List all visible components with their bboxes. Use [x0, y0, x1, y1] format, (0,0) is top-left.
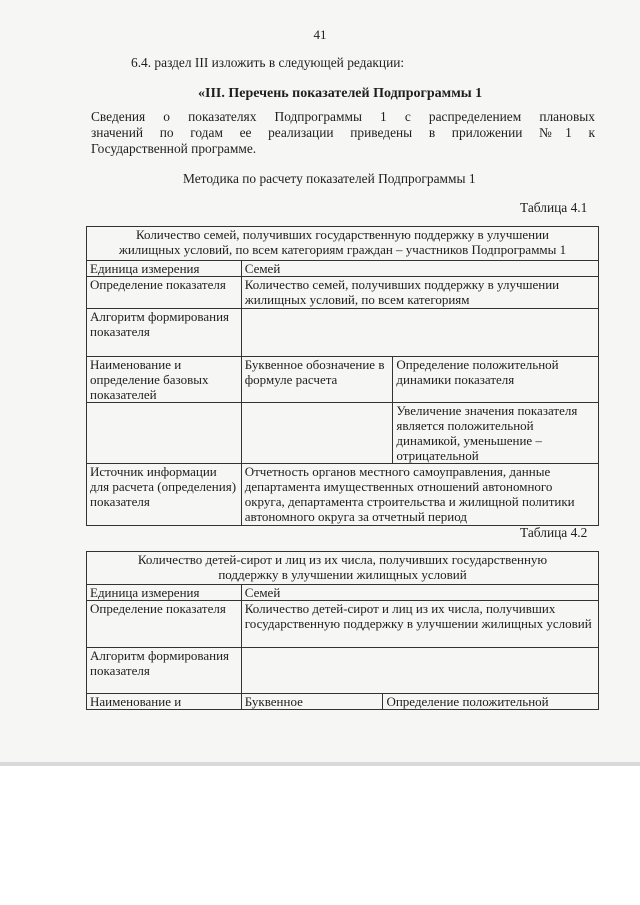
indicator-table-2	[86, 551, 599, 710]
table1-algorithm-value	[241, 309, 598, 357]
table2-title-line-1: Количество детей-сирот и лиц из их числа, получивших государственную	[137, 552, 548, 567]
table1-title-line-1: Количество семей, получивших государственную поддержку в улучшении	[135, 227, 550, 242]
paragraph-line-3: Государственной программе.	[91, 141, 257, 156]
table2-definition-label: Определение показателя	[87, 601, 242, 648]
table2-letter-label: Буквенное	[241, 694, 383, 710]
table2-unit-value: Семей	[241, 585, 598, 601]
table2-title-line-2: поддержку в улучшении жилищных условий	[218, 567, 467, 582]
table2-definition-value: Количество детей-сирот и лиц из их числа, получивших государственную поддержку в улучшении жилищных условий	[241, 601, 598, 648]
indicator-table-1	[86, 226, 599, 526]
table2-title	[87, 552, 599, 585]
table1-empty-cell-1	[87, 403, 242, 464]
table1-letter-label: Буквенное обозначение в формуле расчета	[241, 357, 393, 403]
table1-unit-value: Семей	[241, 261, 598, 277]
paragraph-line-1: Сведения о показателях Подпрограммы 1 с распределением плановых	[91, 109, 595, 124]
table1-unit-label: Единица измерения	[87, 261, 242, 277]
paragraph-line-2: значений по годам ее реализации приведены в приложении №1 к	[91, 125, 595, 140]
table1-positive-dynamics-value: Увеличение значения показателя является положительной динамикой, уменьшение – отрицательной	[393, 403, 599, 464]
table1-title-line-2: жилищных условий, по всем категориям граждан – участников Подпрограммы 1	[118, 242, 567, 257]
section-title: «III. Перечень показателей Подпрограммы 1	[198, 86, 483, 101]
table1-definition-value: Количество семей, получивших поддержку в улучшении жилищных условий, по всем категориям	[241, 277, 598, 309]
table2-unit-label: Единица измерения	[87, 585, 242, 601]
table1-base-indicators-label: Наименование и определение базовых показателей	[87, 357, 242, 403]
table1-source-label: Источник информации для расчета (определения) показателя	[87, 464, 242, 526]
table1-algorithm-label: Алгоритм формирования показателя	[87, 309, 242, 357]
table1-source-value: Отчетность органов местного самоуправления, данные департамента имущественных отношений автономного округа, департамента строительства и жилищной политики автономного округа за отчетный период	[241, 464, 598, 526]
table1-title	[87, 227, 599, 261]
method-title: Методика по расчету показателей Подпрограммы 1	[183, 171, 476, 186]
page-number: 41	[313, 27, 327, 42]
table1-caption: Таблица 4.1	[520, 200, 588, 215]
table2-algorithm-value	[241, 648, 598, 694]
table2-positive-dynamics-label: Определение положительной	[383, 694, 599, 710]
table2-algorithm-label: Алгоритм формирования показателя	[87, 648, 242, 694]
scan-bottom-edge	[0, 762, 640, 766]
intro-line: 6.4. раздел III изложить в следующей редакции:	[131, 55, 405, 70]
table1-positive-dynamics-label: Определение положительной динамики показателя	[393, 357, 599, 403]
table2-base-indicators-label: Наименование и	[87, 694, 242, 710]
table1-empty-cell-2	[241, 403, 393, 464]
table2-caption: Таблица 4.2	[520, 525, 588, 540]
table1-definition-label: Определение показателя	[87, 277, 242, 309]
